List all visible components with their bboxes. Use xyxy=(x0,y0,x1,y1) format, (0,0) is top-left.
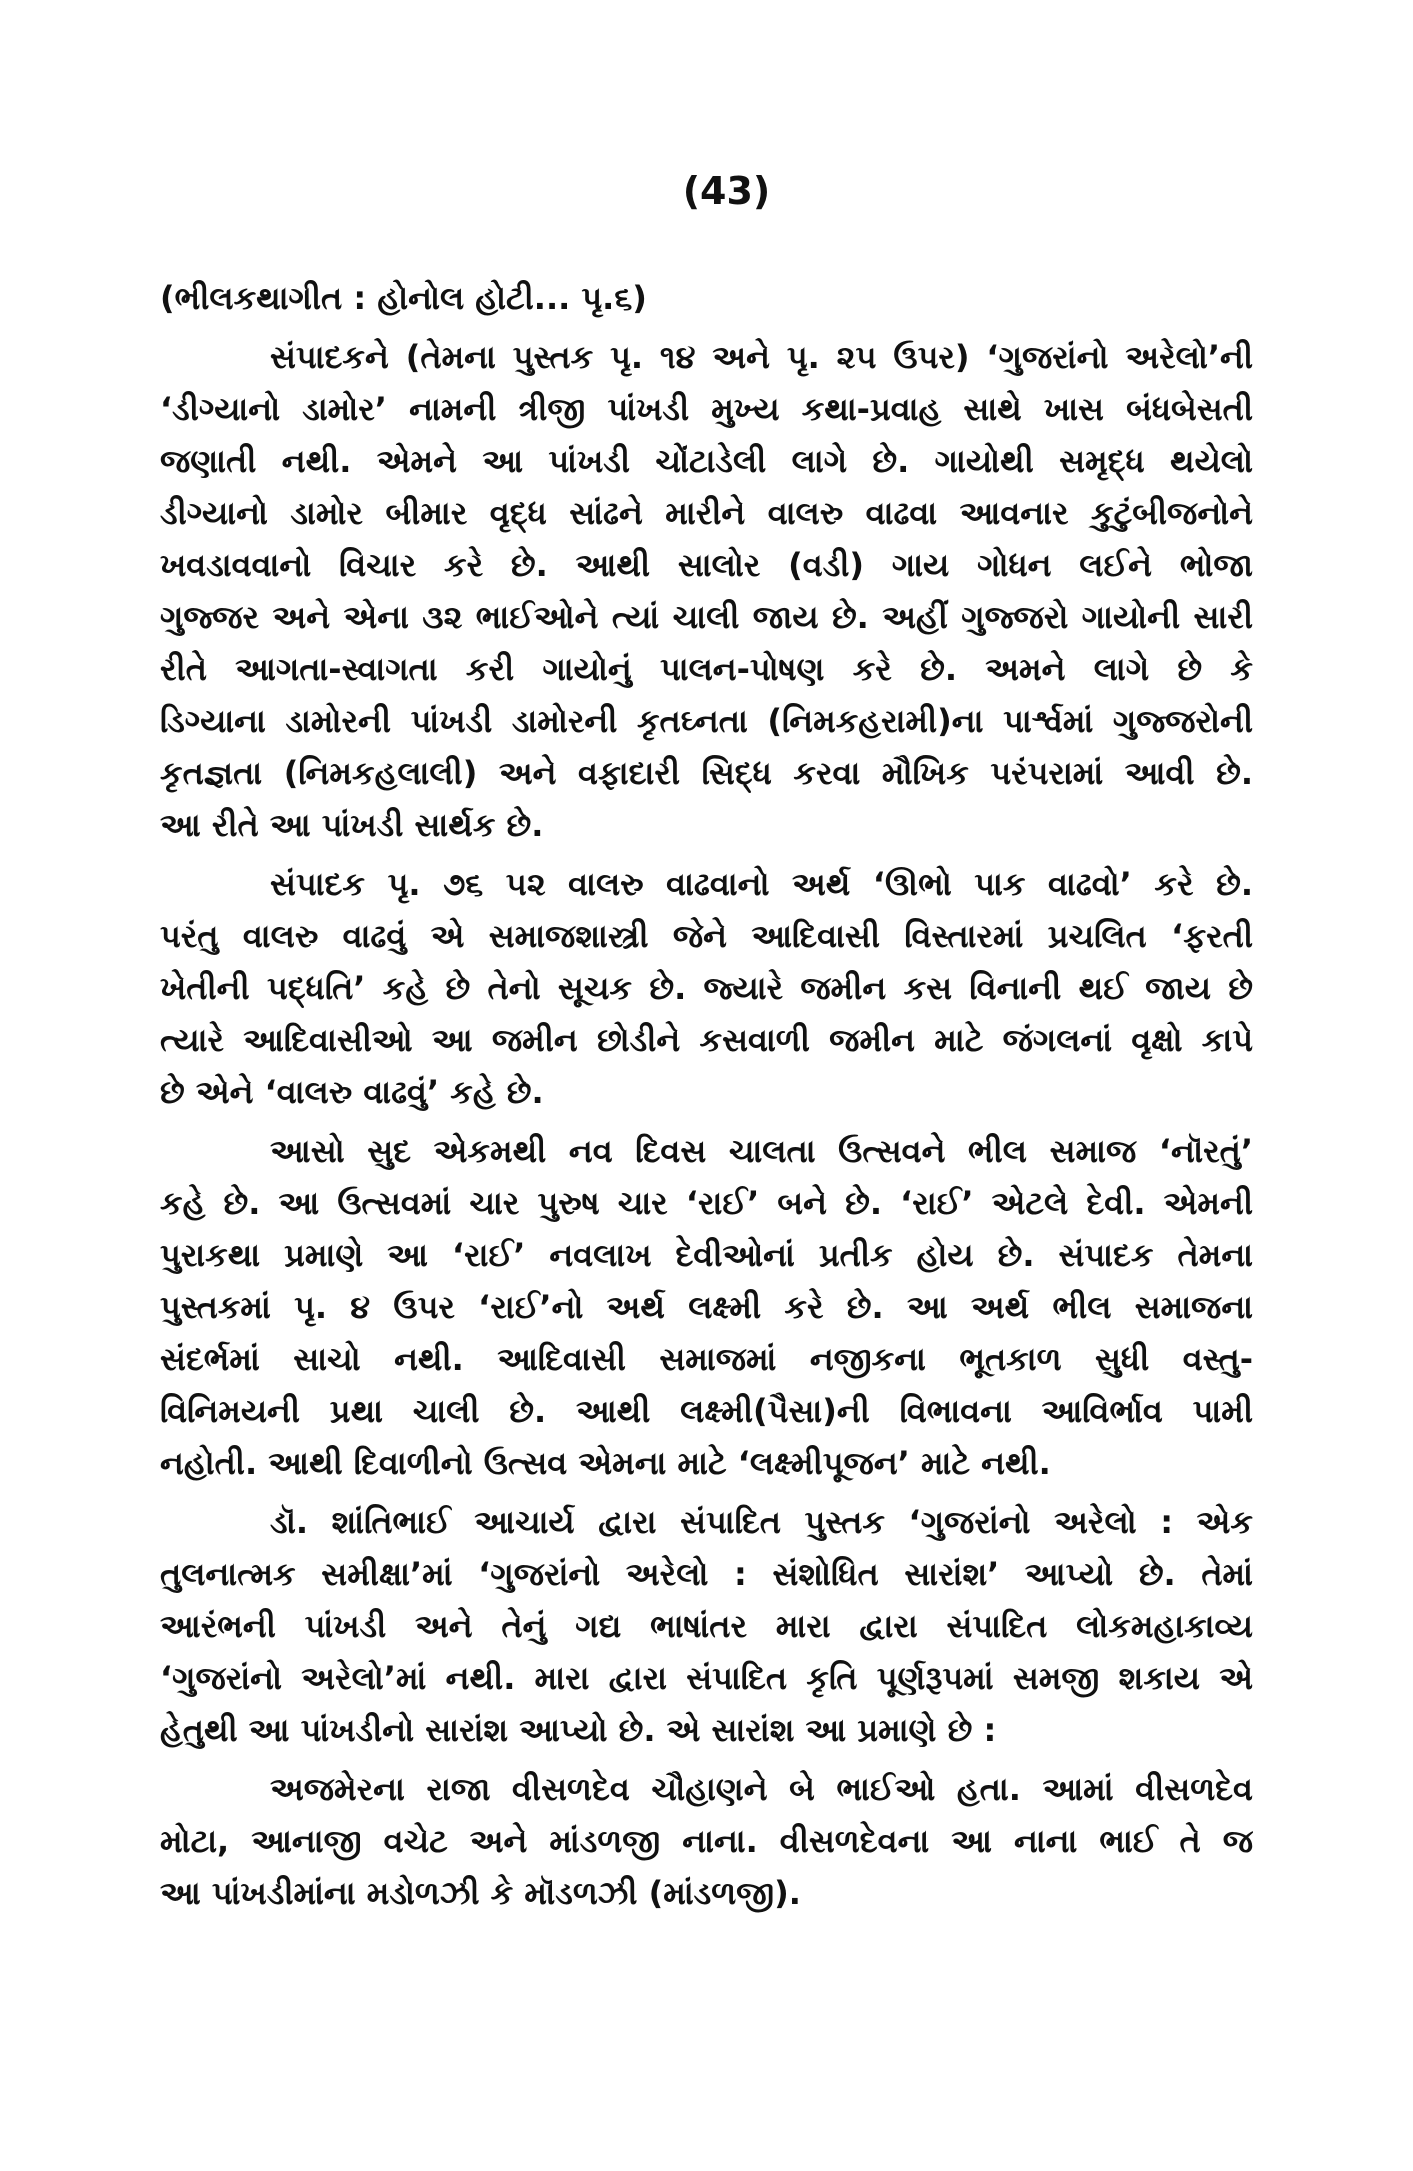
text-line: ખવડાવવાનો વિચાર કરે છે. આથી સાલોર (વડી) ગાય ગોધન લઈને ભોજા xyxy=(160,546,1253,584)
paragraph-1 xyxy=(160,331,1253,851)
text-line: હેતુથી આ પાંખડીનો સારાંશ આપ્યો છે. એ સારાંશ આ પ્રમાણે છે : xyxy=(160,1711,997,1749)
text-line: આ રીતે આ પાંખડી સાર્થક છે. xyxy=(160,806,544,844)
citation-paragraph xyxy=(160,272,1253,324)
text-line: અજમેરના રાજા વીસળદેવ ચૌહાણને બે ભાઈઓ હતા. આમાં વીસળદેવ xyxy=(270,1770,1253,1808)
text-line: ત્યારે આદિવાસીઓ આ જમીન છોડીને કસવાળી જમીન માટે જંગલનાં વૃક્ષો કાપે xyxy=(160,1021,1253,1059)
text-line: કહે છે. આ ઉત્સવમાં ચાર પુરુષ ચાર ‘રાઈ’ બને છે. ‘રાઈ’ એટલે દેવી. એમની xyxy=(160,1184,1253,1222)
text-line: આરંભની પાંખડી અને તેનું ગદ્ય ભાષાંતર મારા દ્વારા સંપાદિત લોકમહાકાવ્ય xyxy=(160,1607,1253,1645)
text-line: ‘ડીગ્યાનો ડામોર’ નામની ત્રીજી પાંખડી મુખ્ય કથા-પ્રવાહ સાથે ખાસ બંધબેસતી xyxy=(160,390,1253,428)
text-line: કૃતજ્ઞતા (નિમકહલાલી) અને વફાદારી સિદ્ધ કરવા મૌખિક પરંપરામાં આવી છે. xyxy=(160,754,1253,792)
text-line: ગુજ્જર અને એના ૩૨ ભાઈઓને ત્યાં ચાલી જાય છે. અહીં ગુજ્જરો ગાયોની સારી xyxy=(160,598,1253,636)
paragraph-4 xyxy=(160,1496,1253,1756)
text-line: ‘ગુજરાંનો અરેલો’માં નથી. મારા દ્વારા સંપાદિત કૃતિ પૂર્ણરૂપમાં સમજી શકાય એ xyxy=(160,1659,1253,1697)
text-line: સંદર્ભમાં સાચો નથી. આદિવાસી સમાજમાં નજીકના ભૂતકાળ સુધી વસ્તુ- xyxy=(160,1340,1253,1378)
text-line: નહોતી. આથી દિવાળીનો ઉત્સવ એમના માટે ‘લક્ષ્મીપૂજન’ માટે નથી. xyxy=(160,1444,1051,1482)
text-line: તુલનાત્મક સમીક્ષા’માં ‘ગુજરાંનો અરેલો : સંશોધિત સારાંશ’ આપ્યો છે. તેમાં xyxy=(160,1555,1253,1593)
text-line: વિનિમયની પ્રથા ચાલી છે. આથી લક્ષ્મી(પૈસા)ની વિભાવના આવિર્ભાવ પામી xyxy=(160,1392,1253,1430)
paragraph-3 xyxy=(160,1125,1253,1489)
text-line: પુસ્તકમાં પૃ. ૪ ઉપર ‘રાઈ’નો અર્થ લક્ષ્મી કરે છે. આ અર્થ ભીલ સમાજના xyxy=(160,1288,1253,1326)
text-line: (ભીલકથાગીત : હોનોલ હોટી... પૃ.૬) xyxy=(160,279,647,317)
text-line: છે એને ‘વાલરુ વાઢવું’ કહે છે. xyxy=(160,1073,544,1111)
text-line: સંપાદકને (તેમના પુસ્તક પૃ. ૧૪ અને પૃ. ૨૫ ઉપર) ‘ગુજરાંનો અરેલો’ની xyxy=(270,338,1253,376)
paragraph-5 xyxy=(160,1763,1253,1919)
text-line: રીતે આગતા-સ્વાગતા કરી ગાયોનું પાલન-પોષણ કરે છે. અમને લાગે છે કે xyxy=(160,650,1253,688)
text-line: ડિગ્યાના ડામોરની પાંખડી ડામોરની કૃતઘ્નતા (નિમકહરામી)ના પાર્શ્વમાં ગુજ્જરોની xyxy=(160,702,1253,740)
text-line: ડીગ્યાનો ડામોર બીમાર વૃદ્ધ સાંઢને મારીને વાલરુ વાઢવા આવનાર કુટુંબીજનોને xyxy=(160,494,1253,532)
text-line: પુરાકથા પ્રમાણે આ ‘રાઈ’ નવલાખ દેવીઓનાં પ્રતીક હોય છે. સંપાદક તેમના xyxy=(160,1236,1253,1274)
text-line: આ પાંખડીમાંના મડોળઝી કે મૉડળઝી (માંડળજી). xyxy=(160,1874,801,1912)
text-line: પરંતુ વાલરુ વાઢવું એ સમાજશાસ્ત્રી જેને આદિવાસી વિસ્તારમાં પ્રચલિત ‘ફરતી xyxy=(160,917,1253,955)
text-line: ખેતીની પદ્ધતિ’ કહે છે તેનો સૂચક છે. જ્યારે જમીન કસ વિનાની થઈ જાય છે xyxy=(160,969,1253,1007)
text-line: સંપાદક પૃ. ૭૬ ૫૨ વાલરુ વાઢવાનો અર્થ ‘ઊભો પાક વાઢવો’ કરે છે. xyxy=(270,865,1253,903)
text-line: જણાતી નથી. એમને આ પાંખડી ચોંટાડેલી લાગે છે. ગાયોથી સમૃદ્ધ થયેલો xyxy=(160,442,1253,480)
text-line: મોટા, આનાજી વચેટ અને માંડળજી નાના. વીસળદેવના આ નાના ભાઈ તે જ xyxy=(160,1822,1253,1860)
text-line: આસો સુદ એકમથી નવ દિવસ ચાલતા ઉત્સવને ભીલ સમાજ ‘નૉરતું’ xyxy=(270,1132,1253,1170)
page-number: (43) xyxy=(682,169,771,213)
paragraph-2 xyxy=(160,858,1253,1118)
text-line: ડૉ. શાંતિભાઈ આચાર્ય દ્વારા સંપાદિત પુસ્તક ‘ગુજરાંનો અરેલો : એક xyxy=(270,1503,1253,1541)
